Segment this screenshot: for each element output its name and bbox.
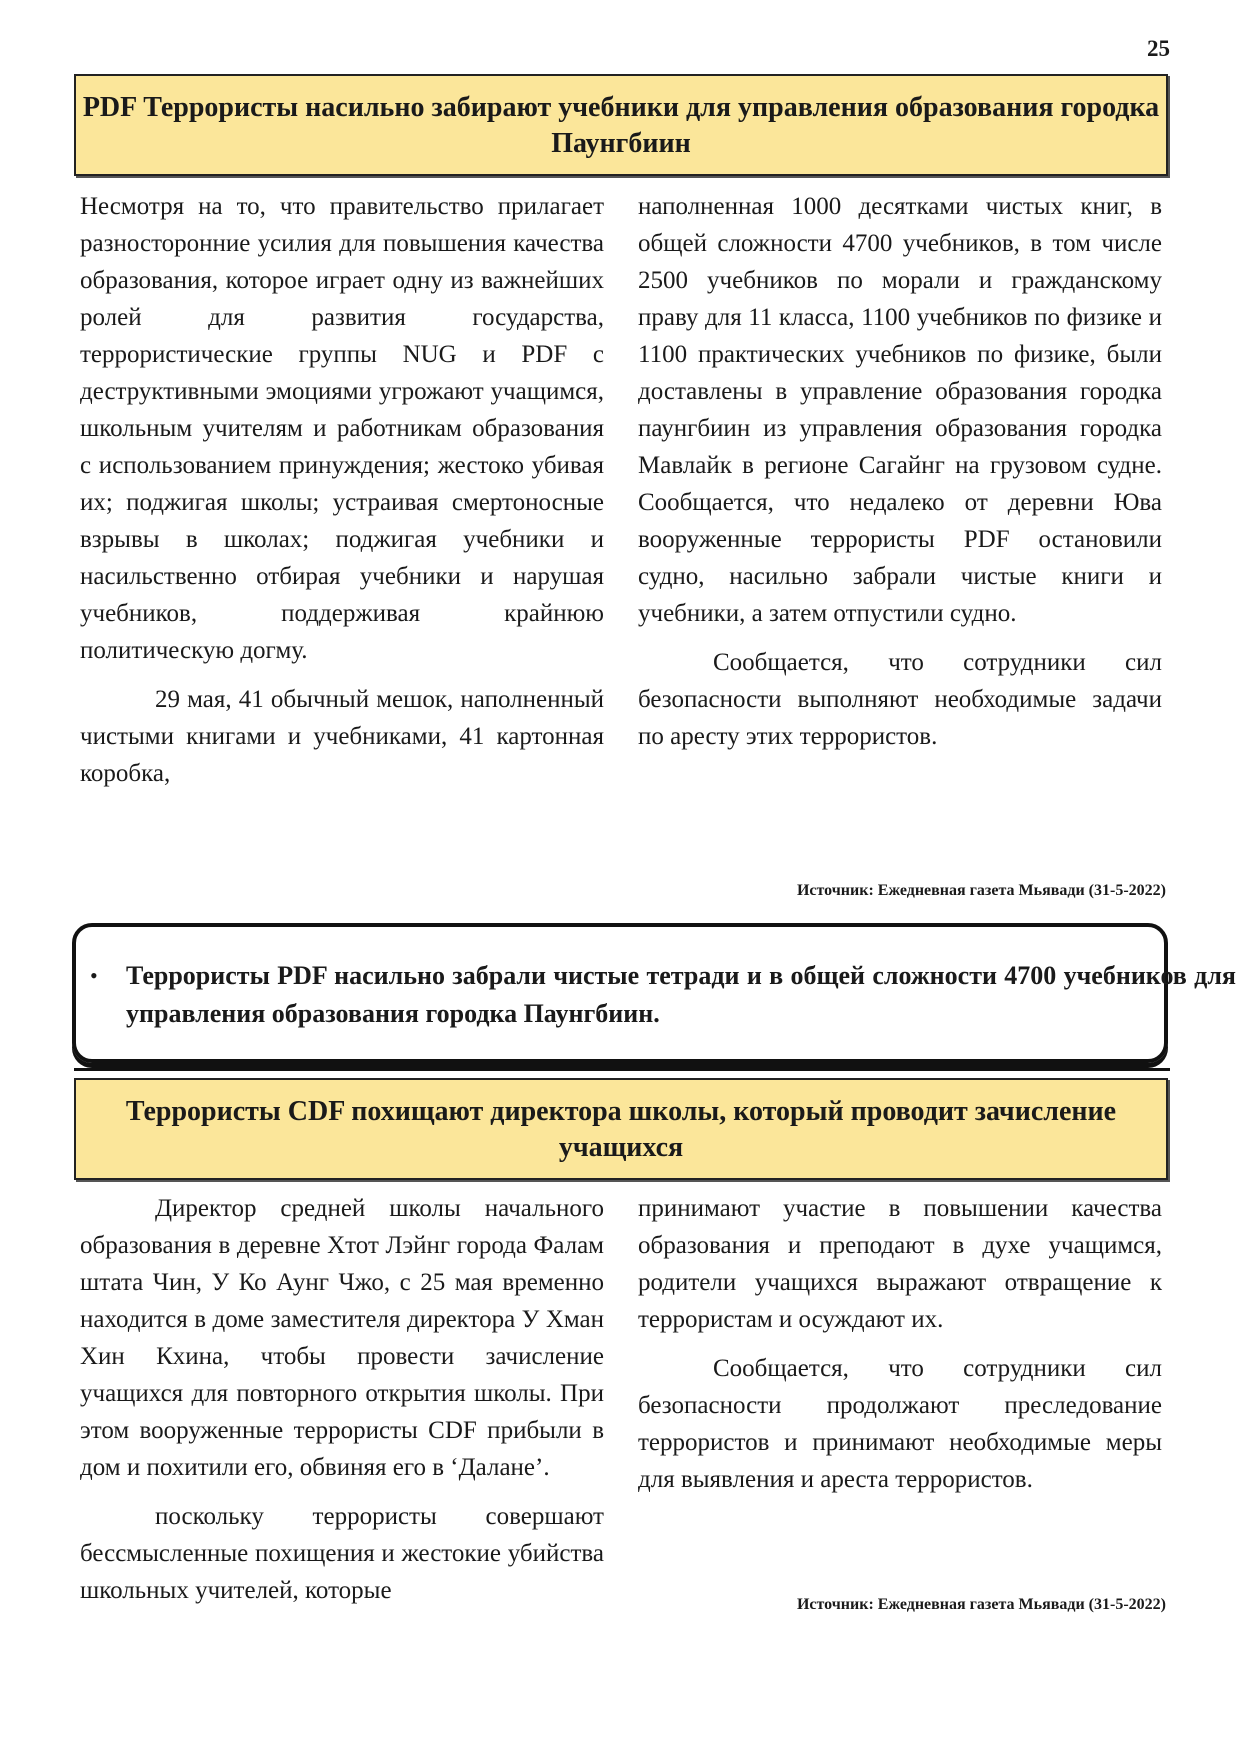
article-1-headline: PDF Террористы насильно забирают учебники для управления образования городка Паунгбиин <box>74 74 1168 176</box>
article-1-paragraph: наполненная 1000 десятками чистых книг, в общей сложности 4700 учебников, в том числе 2500 учебников по морали и гражданскому праву для 11 класса, 1100 учебников по физике и 1100 практических учебников по физике, были доставлены в управление образования городка паунгбиин из управления образования городка Мавлайк в регионе Сагайнг на грузовом судне. Сообщается, что недалеко от деревни Юва вооруженные террористы PDF остановили судно, насильно забрали чистые книги и учебники, а затем отпустили судно. <box>638 193 1162 627</box>
article-1-left-column <box>80 188 604 792</box>
summary-callout <box>72 923 1236 1063</box>
article-2-right-column <box>638 1190 1162 1498</box>
article-1-paragraph: Сообщается, что сотрудники сил безопасности выполняют необходимые задачи по аресту этих террористов. <box>638 649 1162 750</box>
article-2-paragraph: Директор средней школы начального образования в деревне Хтот Лэйнг города Фалам штата Чин, У Ко Аунг Чжо, с 25 мая временно находится в доме заместителя директора У Хман Хин Кхина, чтобы провести зачисление учащихся для повторного открытия школы. При этом вооруженные террористы CDF прибыли в дом и похитили его, обвиняя его в ‘Далане’. <box>80 1195 604 1481</box>
page-number: 25 <box>1147 36 1170 61</box>
article-1-source: Источник: Ежедневная газета Мьявади (31-5-2022) <box>796 882 1166 899</box>
bullet-icon: • <box>90 963 98 988</box>
article-2-headline: Террористы CDF похищают директора школы, который проводит зачисление учащихся <box>74 1078 1168 1180</box>
article-2-left-column <box>80 1190 604 1609</box>
article-1-paragraph: 29 мая, 41 обычный мешок, наполненный чистыми книгами и учебниками, 41 картонная коробка, <box>80 686 604 787</box>
article-1-right-column <box>638 188 1162 755</box>
article-2-source: Источник: Ежедневная газета Мьявади (31-5-2022) <box>796 1596 1166 1613</box>
article-2-paragraph: Сообщается, что сотрудники сил безопасности продолжают преследование террористов и принимают необходимые меры для выявления и ареста террористов. <box>638 1355 1162 1493</box>
article-2-paragraph: принимают участие в повышении качества образования и преподают в духе учащимся, родители учащихся выражают отвращение к террористам и осуждают их. <box>638 1195 1162 1333</box>
article-1-paragraph: Несмотря на то, что правительство прилагает разносторонние усилия для повышения качества образования, которое играет одну из важнейших ролей для развития государства, террористические группы NUG и PDF с деструктивными эмоциями угрожают учащимся, школьным учителям и работникам образования с использованием принуждения; жестоко убивая их; поджигая школы; устраивая смертоносные взрывы в школах; поджигая учебники и насильственно отбирая учебники и нарушая учебников, поддерживая крайнюю политическую догму. <box>80 193 604 664</box>
section-divider <box>74 1068 1170 1071</box>
callout-text: Террористы PDF насильно забрали чистые тетради и в общей сложности 4700 учебников для управления образования городка Паунгбиин. <box>126 961 1236 1028</box>
article-2-paragraph: поскольку террористы совершают бессмысленные похищения и жестокие убийства школьных учителей, которые <box>80 1503 604 1604</box>
